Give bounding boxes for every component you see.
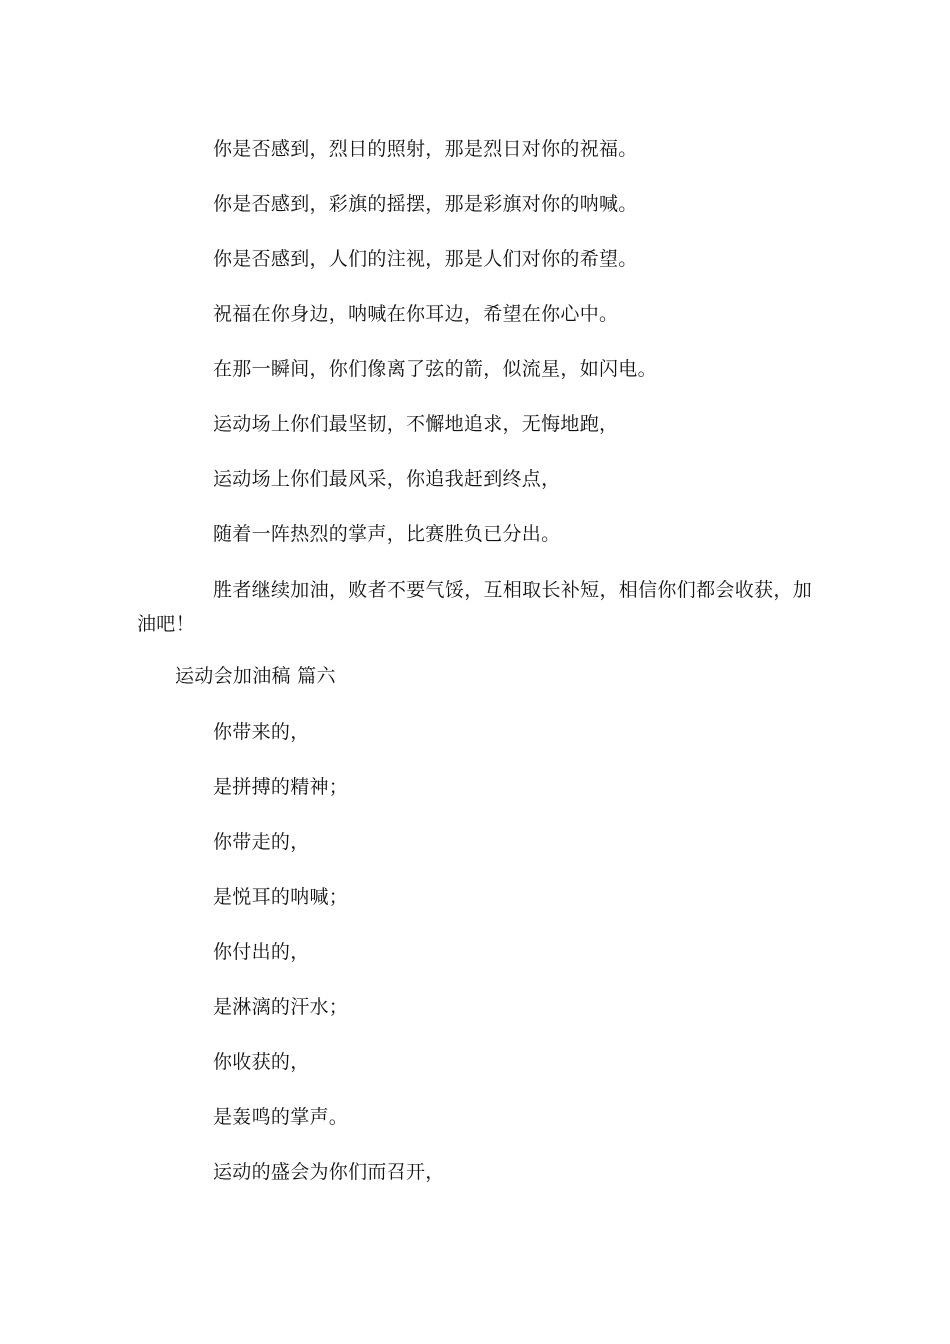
poem-line: 你带走的， xyxy=(213,831,310,853)
poem-line: 祝福在你身边，呐喊在你耳边，希望在你心中。 xyxy=(213,303,619,325)
poem-line: 运动场上你们最坚韧，不懈地追求，无悔地跑， xyxy=(213,413,619,435)
poem-line: 你是否感到，烈日的照射，那是烈日对你的祝福。 xyxy=(213,138,638,160)
poem-line: 是轰鸣的掌声。 xyxy=(213,1106,349,1128)
poem-line: 你付出的， xyxy=(213,941,310,963)
poem-line: 你带来的， xyxy=(213,721,310,743)
poem-line: 运动的盛会为你们而召开， xyxy=(213,1161,445,1183)
closing-paragraph: 胜者继续加油，败者不要气馁，互相取长补短，相信你们都会收获，加油吧！ xyxy=(137,579,812,635)
poem-line: 你是否感到，彩旗的摇摆，那是彩旗对你的呐喊。 xyxy=(213,193,638,215)
poem-line: 是淋漓的汗水； xyxy=(213,996,349,1018)
poem-line: 运动场上你们最风采，你追我赶到终点， xyxy=(213,468,561,490)
poem-line: 随着一阵热烈的掌声，比赛胜负已分出。 xyxy=(213,523,561,545)
poem-line: 在那一瞬间，你们像离了弦的箭，似流星，如闪电。 xyxy=(213,358,657,380)
poem-line: 是悦耳的呐喊； xyxy=(213,886,349,908)
poem-line: 是拼搏的精神； xyxy=(213,776,349,798)
section-heading: 运动会加油稿 篇六 xyxy=(175,665,336,687)
poem-line: 你是否感到，人们的注视，那是人们对你的希望。 xyxy=(213,248,638,270)
poem-line: 你收获的， xyxy=(213,1051,310,1073)
